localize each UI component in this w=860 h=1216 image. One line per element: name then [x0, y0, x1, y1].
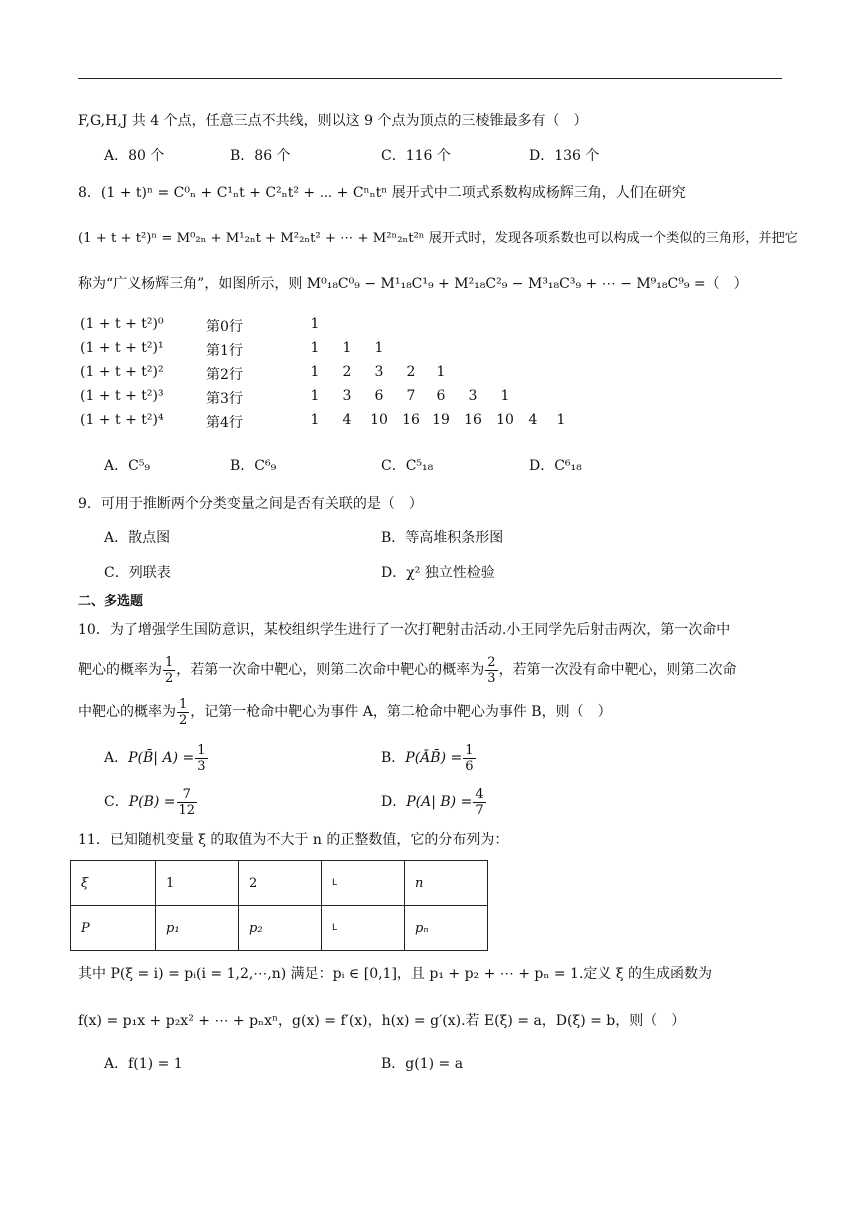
- numerator: 4: [475, 786, 484, 802]
- denominator: 2: [179, 712, 188, 728]
- coefficient: 3: [374, 364, 384, 380]
- numerator: 1: [165, 654, 174, 670]
- option-expr: P(B) =: [128, 794, 176, 810]
- q11-line3: f(x) = p₁x + p₂x² + ⋯ + pₙxⁿ，g(x) = f′(x)，h(x) = g′(x).若 E(ξ) = a，D(ξ) = b，则（ ）: [78, 1013, 686, 1029]
- numerator: 2: [487, 654, 496, 670]
- option-fraction: [177, 787, 198, 818]
- q10-option-b[interactable]: [381, 742, 477, 774]
- q8-option-b[interactable]: B．C⁶₉: [230, 458, 277, 474]
- q10-option-a[interactable]: [104, 742, 209, 774]
- numerator: 1: [179, 696, 188, 712]
- row-label: 第2行: [206, 367, 243, 383]
- q10-line3-text-a: 中靶心的概率为: [78, 704, 176, 720]
- table-row: [71, 861, 488, 906]
- q10-option-c[interactable]: [104, 786, 198, 818]
- q11-option-a[interactable]: A．f(1) = 1: [104, 1056, 183, 1072]
- coefficient: 2: [406, 364, 416, 380]
- row-label: 第1行: [206, 343, 243, 359]
- coefficient: 1: [374, 340, 384, 356]
- q9-option-b[interactable]: B．等高堆积条形图: [381, 530, 504, 546]
- fraction-half: [177, 697, 189, 728]
- coefficient: 16: [464, 412, 482, 428]
- q10-line2: [78, 654, 737, 686]
- denominator: 3: [487, 670, 496, 686]
- option-expr: P(B̄| A) =: [128, 750, 195, 766]
- header-rule: [78, 78, 782, 79]
- q8-line3: 称为“广义杨辉三角”，如图所示，则 M⁰₁₈C⁰₉ − M¹₁₈C¹₉ + M²₁₈C²₉ − M³₁₈C³₉ + ⋯ − M⁹₁₈C⁹₉ =（ ）: [78, 276, 748, 292]
- coefficient: 7: [406, 388, 416, 404]
- row-label: 第3行: [206, 391, 243, 407]
- q7-option-c[interactable]: C．116 个: [381, 148, 451, 164]
- table-cell: p₁: [156, 906, 239, 951]
- table-cell: n: [405, 861, 488, 906]
- coefficient: 10: [370, 412, 388, 428]
- table-row: [71, 906, 488, 951]
- q8-line2: (1 + t + t²)ⁿ = M⁰₂ₙ + M¹₂ₙt + M²₂ₙt² + ⋯ + M²ⁿ₂ₙt²ⁿ 展开式时，发现各项系数也可以构成一个类似的三角形，并把它: [78, 231, 798, 246]
- q7-option-a[interactable]: A．80 个: [104, 148, 165, 164]
- numerator: 1: [465, 742, 474, 758]
- q8-option-a[interactable]: A．C⁵₉: [104, 458, 151, 474]
- table-cell: pₙ: [405, 906, 488, 951]
- coefficient: 3: [468, 388, 478, 404]
- coefficient: 1: [310, 340, 320, 356]
- table-cell: p₂: [239, 906, 322, 951]
- denominator: 3: [197, 758, 206, 774]
- table-cell: L: [322, 906, 405, 951]
- row-expression: (1 + t + t²)²: [80, 364, 164, 380]
- coefficient: 1: [310, 364, 320, 380]
- option-label: B．: [381, 750, 406, 766]
- q10-line1: 10．为了增强学生国防意识，某校组织学生进行了一次打靶射击活动.小王同学先后射击两次，第一次命中: [78, 622, 731, 638]
- fraction-two-thirds: [485, 655, 497, 686]
- coefficient: 19: [432, 412, 450, 428]
- coefficient: 6: [374, 388, 384, 404]
- coefficient: 10: [496, 412, 514, 428]
- option-fraction: [195, 743, 207, 774]
- row-label: 第0行: [206, 319, 243, 335]
- table-cell: ξ: [71, 861, 156, 906]
- numerator: 7: [177, 787, 198, 803]
- row-label: 第4行: [206, 415, 243, 431]
- option-expr: P(A| B) =: [406, 794, 473, 810]
- fraction-half: [163, 655, 175, 686]
- coefficient: 3: [342, 388, 352, 404]
- q7-text: F,G,H,J 共 4 个点，任意三点不共线，则以这 9 个点为顶点的三棱锥最多有（ ）: [78, 113, 588, 129]
- coefficient: 1: [310, 412, 320, 428]
- q10-line2-text-c: ，若第一次没有命中靶心，则第二次命: [498, 662, 737, 678]
- coefficient: 2: [342, 364, 352, 380]
- q9-option-c[interactable]: C．列联表: [104, 565, 171, 581]
- option-fraction: [463, 743, 475, 774]
- row-expression: (1 + t + t²)¹: [80, 340, 164, 356]
- option-fraction: [473, 787, 485, 818]
- row-expression: (1 + t + t²)⁰: [80, 316, 164, 332]
- numerator: 1: [197, 742, 206, 758]
- q9-option-d[interactable]: D．χ² 独立性检验: [381, 565, 495, 581]
- q8-line1: 8．(1 + t)ⁿ = C⁰ₙ + C¹ₙt + C²ₙt² + ⋯ + Cⁿₙtⁿ 展开式中二项式系数构成杨辉三角，人们在研究: [78, 185, 686, 201]
- denominator: 2: [165, 670, 174, 686]
- coefficient: 1: [310, 316, 320, 332]
- option-label: A．: [104, 750, 129, 766]
- q10-line2-text-b: ，若第一次命中靶心，则第二次命中靶心的概率为: [176, 662, 485, 678]
- distribution-table: [70, 860, 488, 951]
- q11-line2: 其中 P(ξ = i) = pᵢ(i = 1,2,⋯,n) 满足：pᵢ ∈ [0,1]，且 p₁ + p₂ + ⋯ + pₙ = 1.定义 ξ 的生成函数为: [78, 966, 713, 982]
- denominator: 12: [178, 802, 196, 818]
- coefficient: 1: [342, 340, 352, 356]
- row-expression: (1 + t + t²)⁴: [80, 412, 164, 428]
- q10-option-d[interactable]: [381, 786, 487, 818]
- coefficient: 4: [528, 412, 538, 428]
- coefficient: 4: [342, 412, 352, 428]
- denominator: 6: [465, 758, 474, 774]
- coefficient: 1: [310, 388, 320, 404]
- table-cell: 2: [239, 861, 322, 906]
- q8-option-d[interactable]: D．C⁶₁₈: [529, 458, 582, 474]
- coefficient: 1: [500, 388, 510, 404]
- coefficient: 16: [402, 412, 420, 428]
- q10-line2-text-a: 靶心的概率为: [78, 662, 162, 678]
- coefficient: 1: [436, 364, 446, 380]
- q11-line1: 11．已知随机变量 ξ 的取值为不大于 n 的正整数值，它的分布列为：: [78, 832, 509, 848]
- table-cell: 1: [156, 861, 239, 906]
- option-label: C．: [104, 794, 129, 810]
- q10-line3: [78, 696, 612, 728]
- table-cell: L: [322, 861, 405, 906]
- q9-option-a[interactable]: A．散点图: [104, 530, 171, 546]
- coefficient: 1: [556, 412, 566, 428]
- q7-option-d[interactable]: D．136 个: [529, 148, 600, 164]
- section-heading: 二、多选题: [78, 594, 144, 609]
- q10-line3-text-b: ，记第一枪命中靶心为事件 A，第二枪命中靶心为事件 B，则（ ）: [190, 704, 612, 720]
- q8-option-c[interactable]: C．C⁵₁₈: [381, 458, 434, 474]
- row-expression: (1 + t + t²)³: [80, 388, 164, 404]
- coefficient: 6: [436, 388, 446, 404]
- option-label: D．: [381, 794, 407, 810]
- option-expr: P(ĀB̄) =: [405, 750, 463, 766]
- denominator: 7: [475, 802, 484, 818]
- q9-text: 9．可用于推断两个分类变量之间是否有关联的是（ ）: [78, 496, 423, 512]
- table-cell: P: [71, 906, 156, 951]
- q7-option-b[interactable]: B．86 个: [230, 148, 291, 164]
- q11-option-b[interactable]: B．g(1) = a: [381, 1056, 464, 1072]
